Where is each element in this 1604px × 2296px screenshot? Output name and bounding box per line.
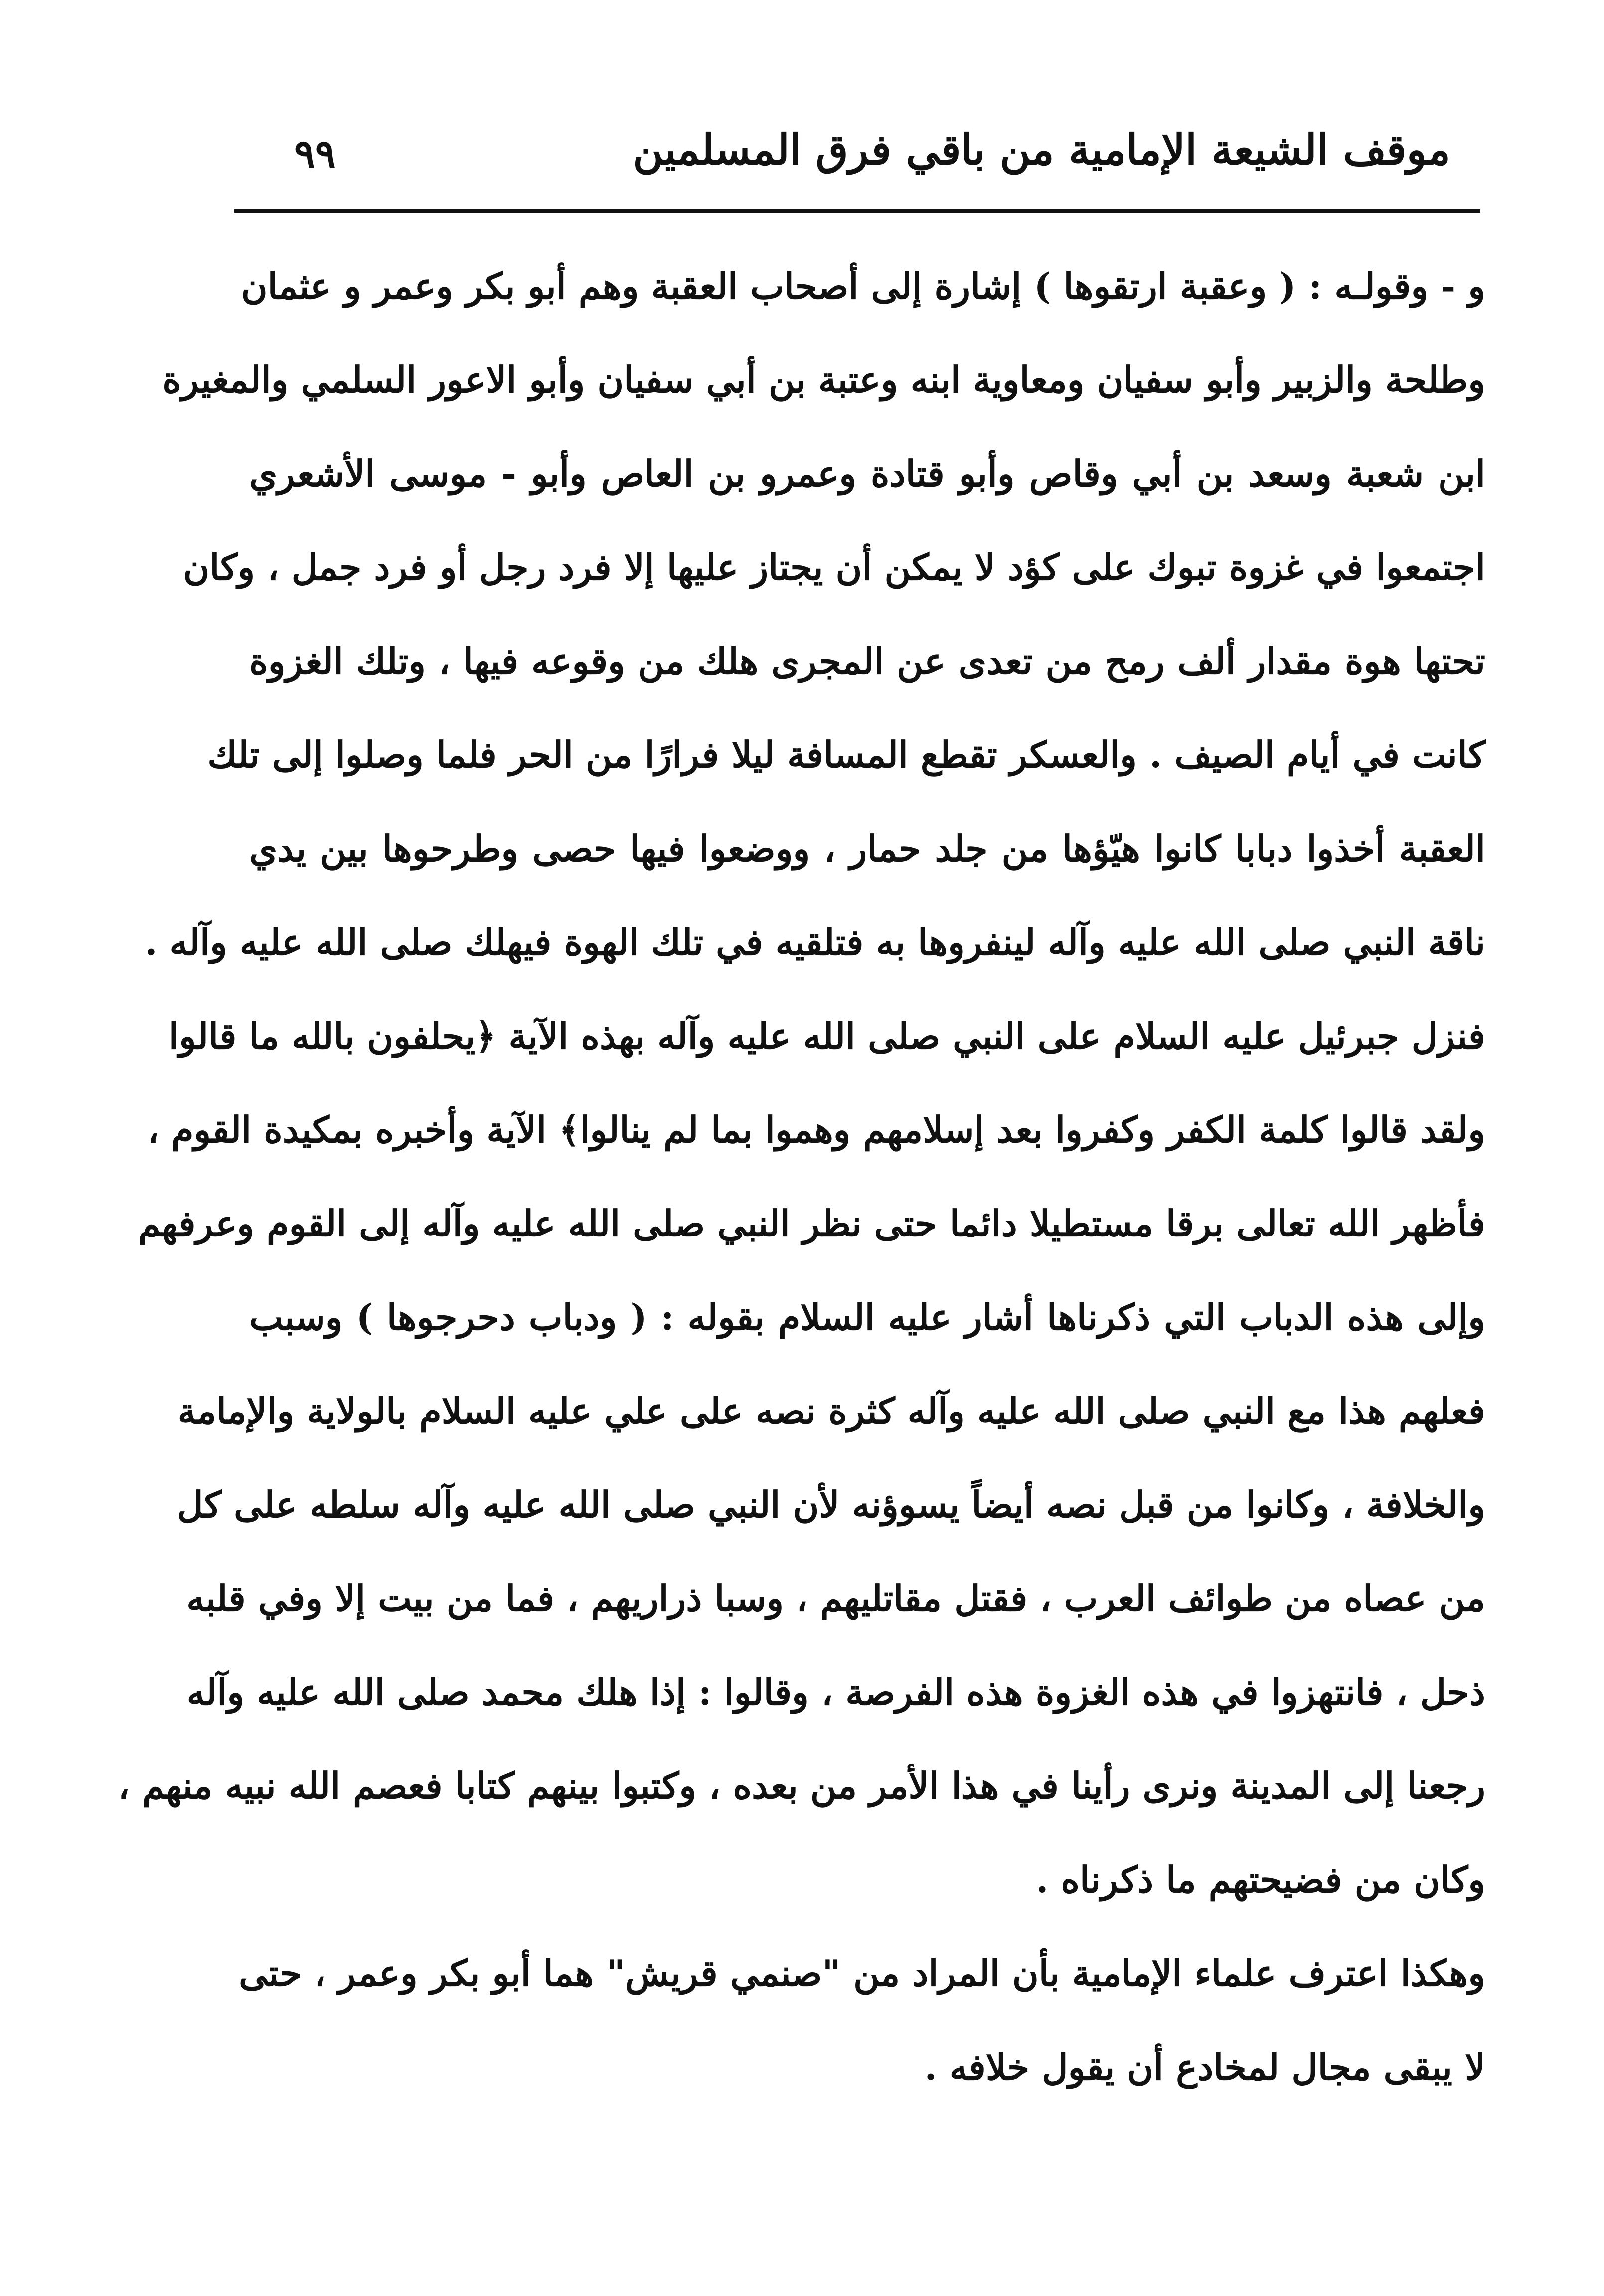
text-line: وهكذا اعترف علماء الإمامية بأن المراد من "صنمي قريش" هما أبو بكر وعمر ، حتى xyxy=(239,1952,1485,1994)
running-header xyxy=(234,120,1465,204)
paragraph xyxy=(239,1927,1485,2114)
text-line: كانت في أيام الصيف . والعسكر تقطع المسافة ليلا فرارًا من الحر فلما وصلوا إلى تلك xyxy=(207,733,1485,776)
text-line: لا يبقى مجال لمخادع أن يقول خلافه . xyxy=(924,2046,1485,2088)
text-line: العقبة أخذوا دبابا كانوا هيّؤها من جلد حمار ، ووضعوا فيها حصى وطرحوها بين يدي xyxy=(249,827,1485,870)
header-title: موقف الشيعة الإمامية من باقي فرق المسلمين xyxy=(633,125,1450,174)
text-line: وإلى هذه الدباب التي ذكرناها أشار عليه السلام بقوله : ( ودباب دحرجوها ) وسبب xyxy=(249,1296,1485,1338)
text-line: اجتمعوا في غزوة تبوك على كؤد لا يمكن أن يجتاز عليها إلا فرد رجل أو فرد جمل ، وكان xyxy=(183,546,1485,588)
text-line: وطلحة والزبير وأبو سفيان ومعاوية ابنه وعتبة بن أبي سفيان وأبو الاعور السلمي والمغيرة xyxy=(162,358,1485,401)
text-line: فعلهم هذا مع النبي صلى الله عليه وآله كثرة نصه على علي عليه السلام بالولاية والإمامة xyxy=(177,1390,1485,1432)
paragraph-container xyxy=(118,239,1486,2114)
text-line: فأظهر الله تعالى برقا مستطيلا دائما حتى نظر النبي صلى الله عليه وآله إلى القوم وعرفهم xyxy=(138,1202,1485,1244)
text-line: فنزل جبرئيل عليه السلام على النبي صلى الله عليه وآله بهذه الآية ﴿يحلفون بالله ما قالوا xyxy=(168,1015,1485,1057)
header-divider xyxy=(234,209,1480,213)
text-line: ولقد قالوا كلمة الكفر وكفروا بعد إسلامهم وهموا بما لم ينالوا﴾ الآية وأخبره بمكيدة القوم ، xyxy=(147,1108,1485,1151)
text-line: وكان من فضيحتهم ما ذكرناه . xyxy=(1036,1858,1485,1901)
text-line: و - وقولـه : ( وعقبة ارتقوها ) إشارة إلى أصحاب العقبة وهم أبو بكر وعمر و عثمان xyxy=(241,265,1485,307)
text-line: تحتها هوة مقدار ألف رمح من تعدى عن المجرى هلك من وقوعه فيها ، وتلك الغزوة xyxy=(249,640,1486,682)
text-line: من عصاه من طوائف العرب ، فقتل مقاتليهم ، وسبا ذراريهم ، فما من بيت إلا وفي قلبه xyxy=(186,1577,1485,1619)
text-line: ابن شعبة وسعد بن أبي وقاص وأبو قتادة وعمرو بن العاص وأبو - موسى الأشعري xyxy=(249,452,1485,495)
text-line: ناقة النبي صلى الله عليه وآله لينفروها به فتلقيه في تلك الهوة فيهلك صلى الله عليه وآله . xyxy=(145,921,1485,963)
text-line: رجعنا إلى المدينة ونرى رأينا في هذا الأمر من بعده ، وكتبوا بينهم كتابا فعصم الله نبيه منهم ، xyxy=(118,1765,1485,1807)
page-number: ٩٩ xyxy=(294,131,336,177)
body-text xyxy=(118,239,1486,2114)
text-line: والخلافة ، وكانوا من قبل نصه أيضاً يسوؤنه لأن النبي صلى الله عليه وآله سلطه على كل xyxy=(177,1483,1485,1526)
paragraph xyxy=(118,239,1486,1927)
text-line: ذحل ، فانتهزوا في هذه الغزوة هذه الفرصة ، وقالوا : إذا هلك محمد صلى الله عليه وآله xyxy=(186,1671,1485,1713)
